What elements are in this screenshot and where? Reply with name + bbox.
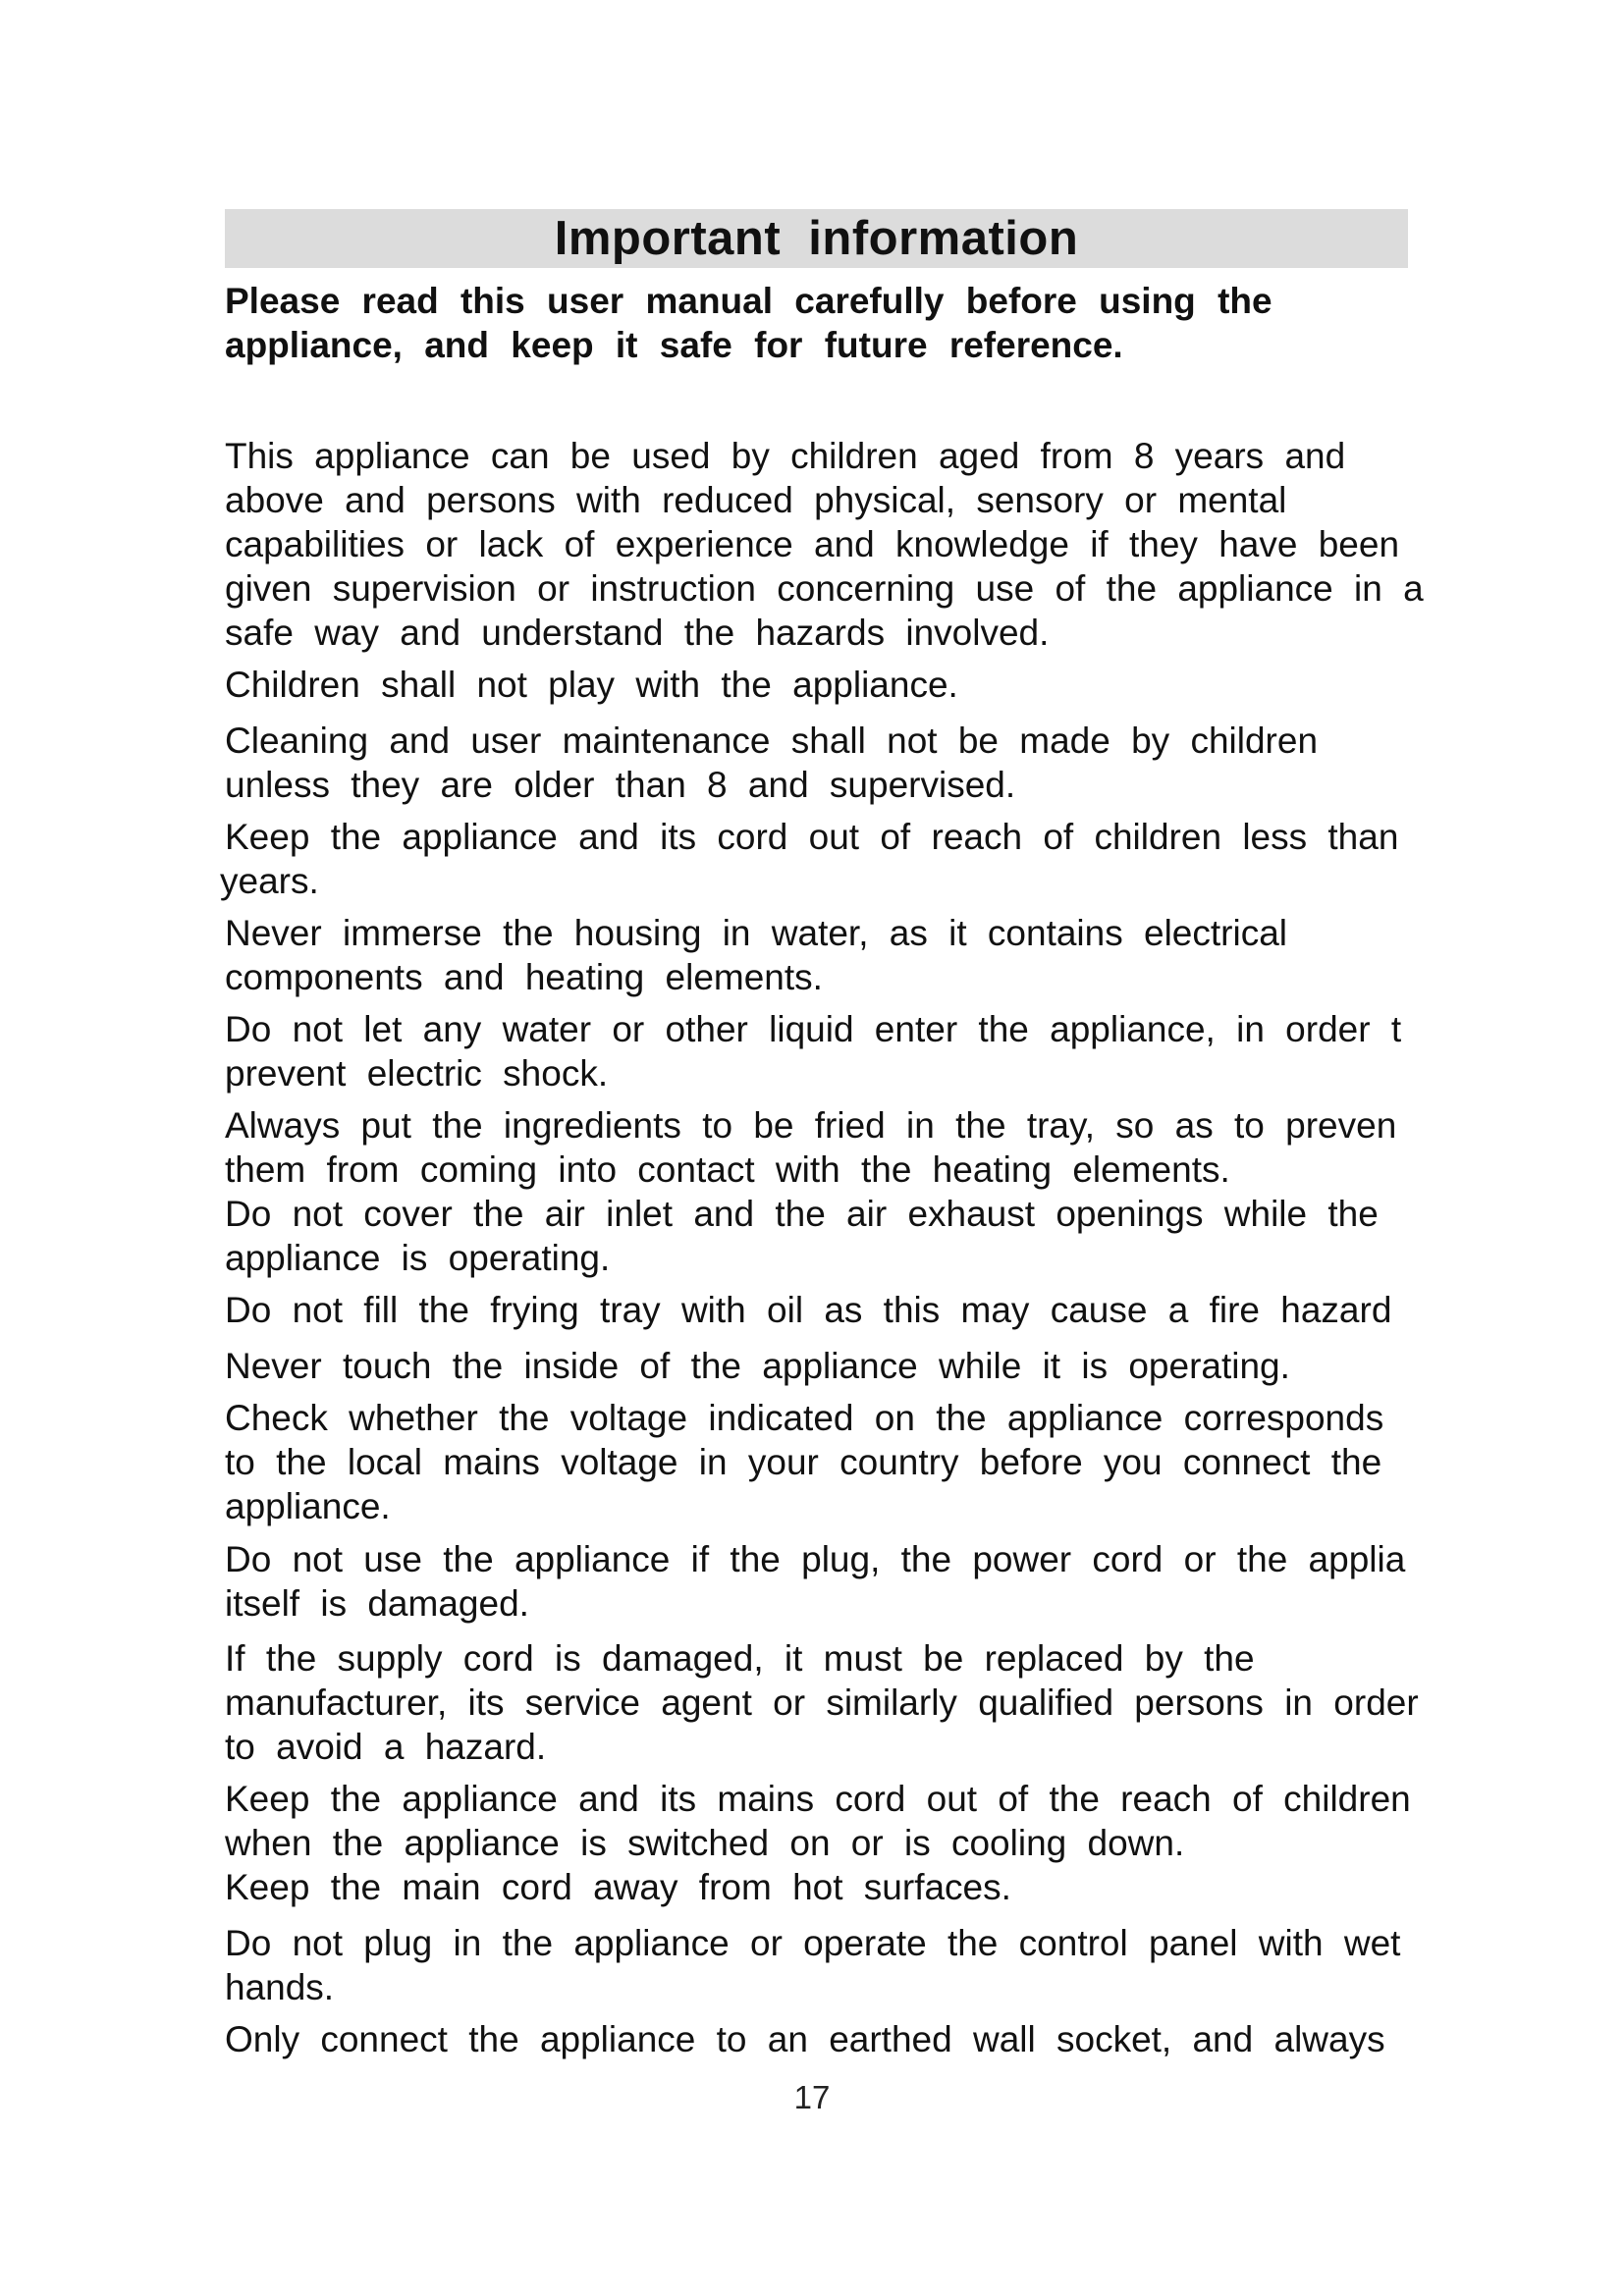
body-line: Keep the appliance and its mains cord out of the reach of children bbox=[225, 1779, 1411, 1819]
intro-line: appliance, and keep it safe for future reference. bbox=[225, 325, 1123, 365]
body-line: years. bbox=[220, 861, 319, 901]
body-line: itself is damaged. bbox=[225, 1583, 529, 1624]
page-title: Important information bbox=[554, 212, 1079, 265]
body-line: when the appliance is switched on or is cooling down. bbox=[225, 1823, 1185, 1863]
body-line: Children shall not play with the appliance. bbox=[225, 665, 958, 705]
body-line: Do not cover the air inlet and the air exhaust openings while the bbox=[225, 1194, 1379, 1234]
body-line: Always put the ingredients to be fried in the tray, so as to preven bbox=[225, 1105, 1397, 1146]
body-line: Do not fill the frying tray with oil as this may cause a fire hazard bbox=[225, 1290, 1392, 1330]
body-line: Cleaning and user maintenance shall not be made by children bbox=[225, 721, 1319, 761]
body-line: Check whether the voltage indicated on the appliance corresponds bbox=[225, 1398, 1384, 1438]
body-line: appliance. bbox=[225, 1486, 391, 1526]
body-line: to the local mains voltage in your country before you connect the bbox=[225, 1442, 1382, 1482]
intro-line: Please read this user manual carefully before using the bbox=[225, 281, 1272, 321]
body-line: components and heating elements. bbox=[225, 957, 823, 997]
body-line: appliance is operating. bbox=[225, 1238, 611, 1278]
body-line: Keep the appliance and its cord out of reach of children less than bbox=[225, 817, 1399, 857]
body-line: above and persons with reduced physical, sensory or mental bbox=[225, 480, 1287, 520]
body-line: prevent electric shock. bbox=[225, 1053, 609, 1094]
body-line: Do not plug in the appliance or operate the control panel with wet bbox=[225, 1923, 1401, 1963]
body-line: hands. bbox=[225, 1967, 335, 2007]
body-line: Never immerse the housing in water, as it contains electrical bbox=[225, 913, 1287, 953]
body-line: Do not let any water or other liquid enter the appliance, in order t bbox=[225, 1009, 1402, 1049]
body-line: Keep the main cord away from hot surfaces. bbox=[225, 1867, 1011, 1907]
page-number: 17 bbox=[793, 2079, 831, 2115]
body-line: unless they are older than 8 and supervised. bbox=[225, 765, 1016, 805]
body-line: manufacturer, its service agent or similarly qualified persons in order bbox=[225, 1682, 1419, 1723]
body-line: capabilities or lack of experience and knowledge if they have been bbox=[225, 524, 1400, 564]
body-line: Only connect the appliance to an earthed wall socket, and always bbox=[225, 2019, 1385, 2059]
body-line: Do not use the appliance if the plug, the power cord or the applia bbox=[225, 1539, 1406, 1579]
body-line: to avoid a hazard. bbox=[225, 1727, 547, 1767]
body-line: Never touch the inside of the appliance while it is operating. bbox=[225, 1346, 1290, 1386]
intro-paragraph bbox=[225, 279, 1403, 367]
body-line: If the supply cord is damaged, it must be replaced by the bbox=[225, 1638, 1255, 1679]
body-line: This appliance can be used by children aged from 8 years and bbox=[225, 436, 1346, 476]
body-line: them from coming into contact with the heating elements. bbox=[225, 1149, 1230, 1190]
body-line: given supervision or instruction concerning use of the appliance in a bbox=[225, 568, 1424, 609]
body-line: safe way and understand the hazards involved. bbox=[225, 613, 1050, 653]
